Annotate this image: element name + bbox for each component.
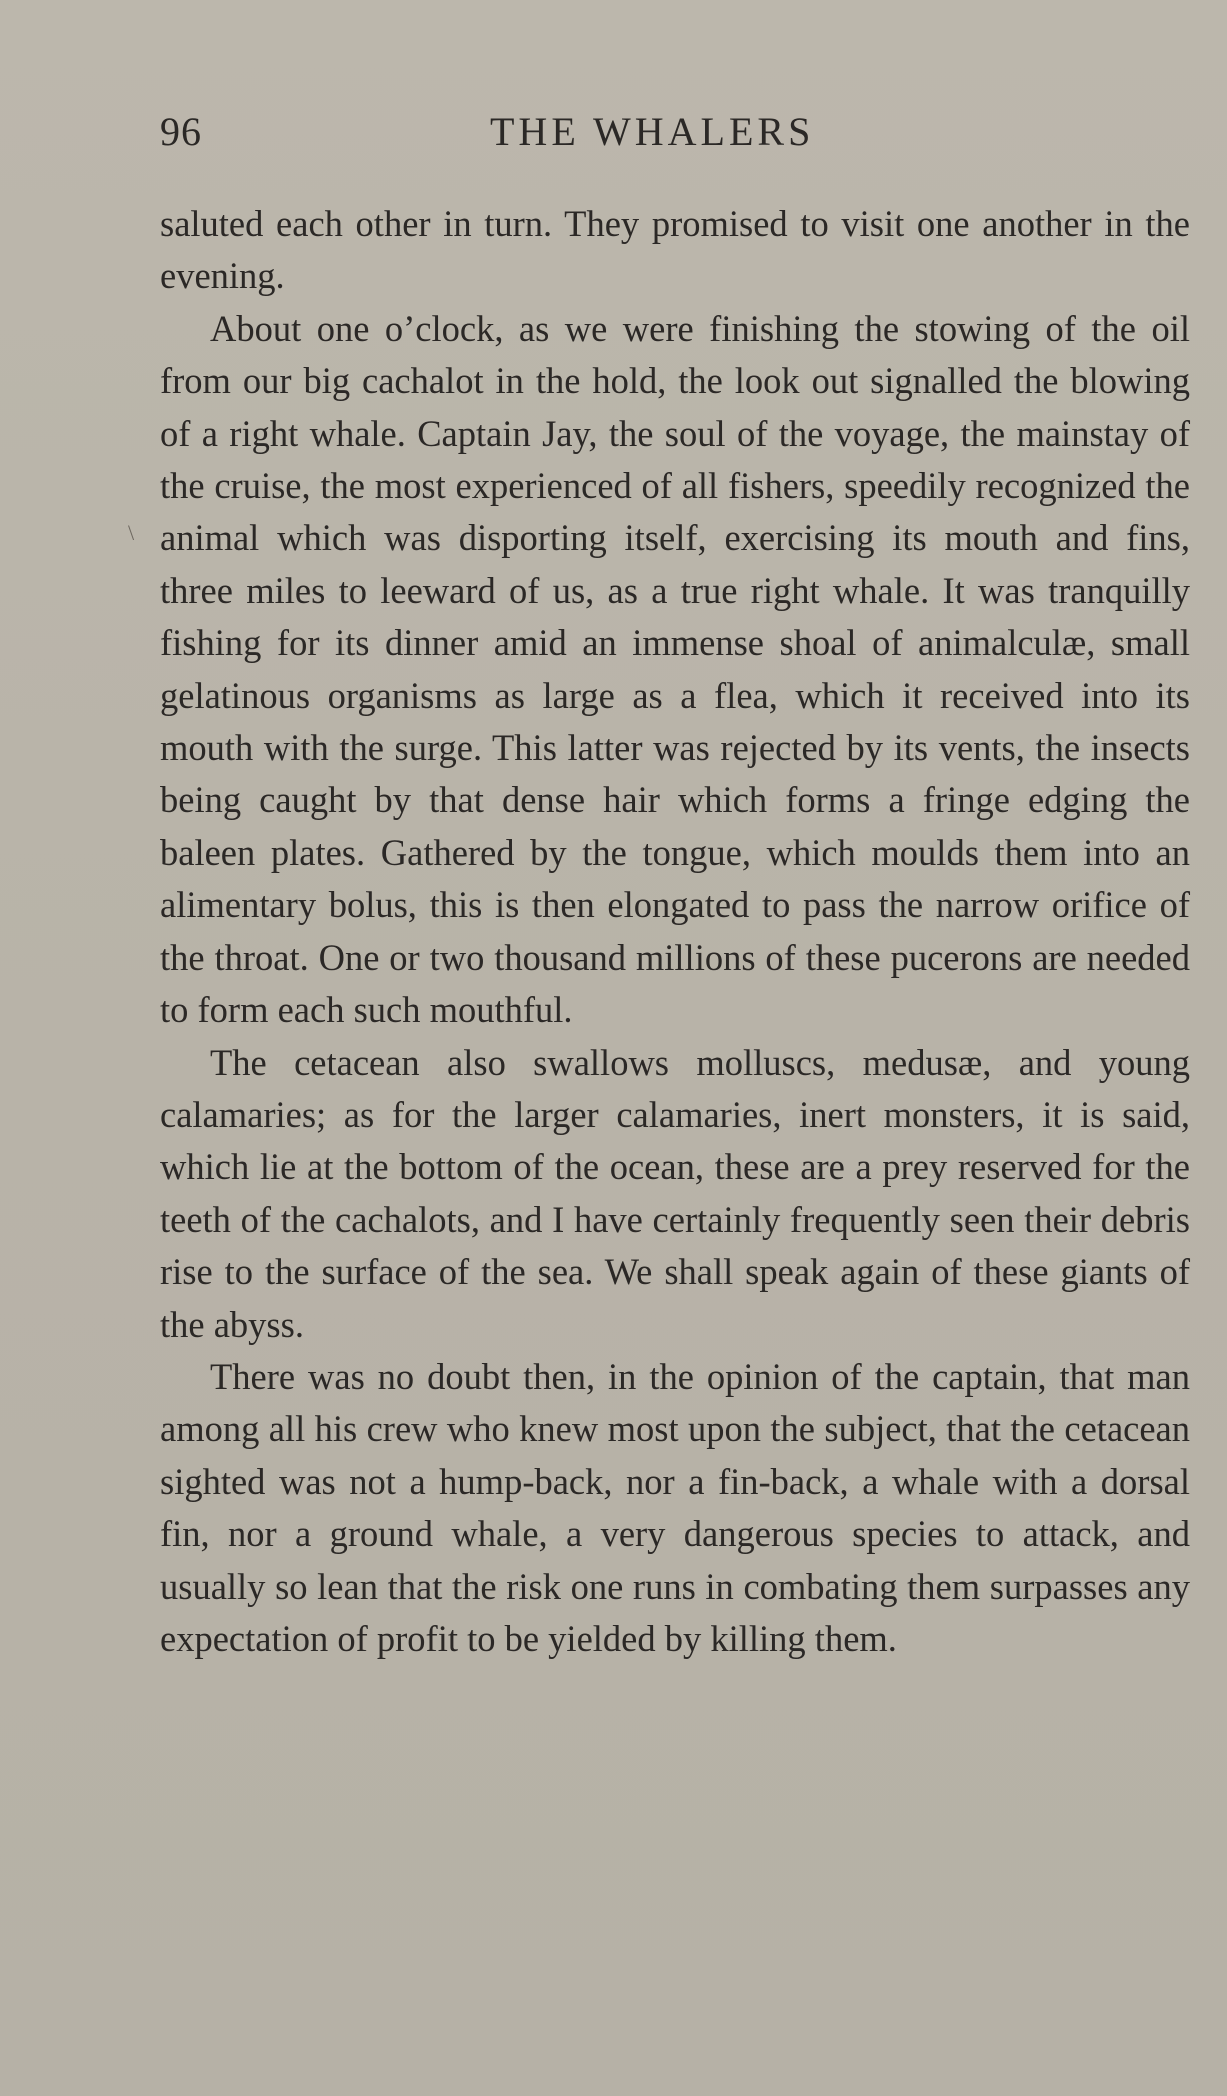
running-title: THE WHALERS <box>490 109 815 154</box>
margin-mark: \ <box>128 520 135 545</box>
paragraph-captain-opinion: There was no doubt then, in the opinion of the captain, that man among all his crew who knew most upon the subject, that the cetacean sighted was not a hump-back, nor a fin-back, a whale with a dorsal fin, nor a ground whale, a very dangerous species to attack, and usually so lean that the risk one runs in combating them surpasses any expectation of profit to be yielded by killing them. <box>160 1355 1190 1659</box>
paragraph-right-whale: About one o’clock, as we were finishing the stowing of the oil from our big cachalot in the hold, the look out signalled the blowing of a right whale. Captain Jay, the soul of the voyage, the mainstay of the cruise, the most experienced of all fishers, speedily recognized the animal which was disporting itself, exercising its mouth and fins, three miles to leeward of us, as a true right whale. It was tranquilly fishing for its dinner amid an immense shoal of animalculæ, small gelatinous organisms as large as a flea, which it received into its mouth with the surge. This latter was rejected by its vents, the insects being caught by that dense hair which forms a fringe edging the baleen plates. Gathered by the tongue, which moulds them into an alimentary bolus, this is then elongated to pass the narrow orifice of the throat. One or two thousand millions of these pucerons are needed to form each such mouthful. <box>160 307 1190 1031</box>
running-head <box>160 108 1190 168</box>
page-number: 96 <box>160 109 202 154</box>
paragraph-cetacean-diet: The cetacean also swallows molluscs, medusæ, and young calamaries; as for the larger calamaries, inert monsters, it is said, which lie at the bottom of the ocean, these are a prey reserved for the teeth of the cachalots, and I have certainly frequently seen their debris rise to the surface of the sea. We shall speak again of these giants of the abyss. <box>160 1041 1190 1345</box>
body-text <box>160 198 1190 1665</box>
paragraph-continued: saluted each other in turn. They promised to visit one another in the evening. <box>160 203 1190 297</box>
